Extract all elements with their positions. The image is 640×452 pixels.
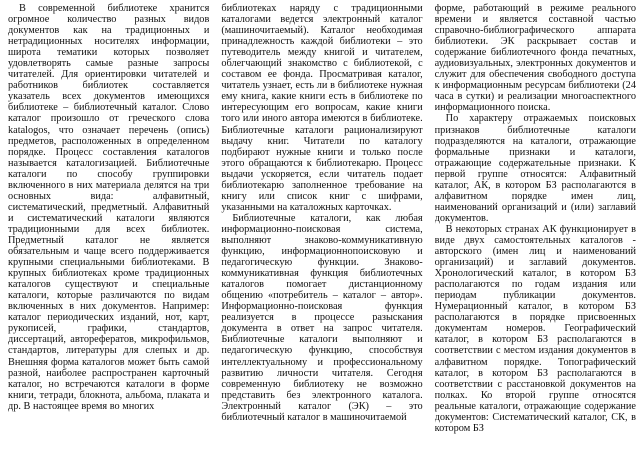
paragraph: Библиотечные каталоги, как любая информационно-поисковая система, выполняют знаково-коммуникативную функцию, информационнопоисковую и педагогическую функции. Знаково-коммуникативная функция библиотечных каталогов помогает дистанционному общению «потребитель – каталог – автор». Информационно-поисковая функция реализуется в процессе разыскания документа в ответ на запрос читателя. Библиотечные каталоги выполняют и педагогическую функцию, способствуя интеллектуальному и профессиональному развитию личности читателя. Сегодня современную библиотеку не возможно представить без электронного каталога. Электронный каталог (ЭК) – это библиотечный каталог в машиночитаемой [221, 212, 423, 423]
text-column-3 [435, 3, 636, 452]
paragraph: В некоторых странах АК функционирует в виде двух самостоятельных каталогов - авторского (имен лиц и наименований организаций) и заглавий документов. Хронологический каталог, в котором БЗ располагаются по годам издания или периодам публикации документов. Нумерационный каталог, в котором БЗ располагаются в порядке присвоенных документам номеров. Географический каталог, в котором БЗ располагаются в соответствии с местом издания документов в алфавитном порядке. Топографический каталог, в котором БЗ располагаются в соответствии с расстановкой документов на полках. Ко второй группе относятся реальные каталоги, отражающие содержание документов: Систематический каталог, СК, в котором БЗ [434, 223, 636, 434]
paragraph: В современной библиотеке хранится огромное количество разных видов документов как на традиционных и нетрадиционных носителях информации, широта тематики которых позволяет удовлетворять самые разные запросы читателей. Для ориентировки читателей и работников библиотек составляется указатель всех документов имеющихся библиотеке – библиотечный каталог. Слово каталог произошло от греческого слова katalogos, что означает перечень (опись) предметов, расположенных в определенном порядке. Процесс составления каталогов называется каталогизацией. Библиотечные каталоги по способу группировки включенного в них материала делятся на три основных вида: алфавитный, систематический, предметный. Алфавитный и систематический каталоги являются традиционными для всех библиотек. Предметный каталог не является обязательным и чаще всего поддерживается крупными специальными библиотеками. В крупных библиотеках кроме традиционных каталогов существуют и специальные каталоги, которые различаются по видам включенных в них документов. Например: каталог периодических изданий, нот, карт, рукописей, графики, стандартов, диссертаций, авторефератов, микрофильмов, стандартов, литературы для слепых и др. Внешняя форма каталогов может быть самой разной, наиболее распространен карточный каталог, но встречаются каталоги в форме книги, тетради, блокнота, альбома, плаката и др. В настоящее время во многих [8, 3, 210, 412]
text-column-1 [8, 3, 209, 452]
paragraph: По характеру отражаемых поисковых признаков библиотечные каталоги подразделяются на каталоги, отражающие формальные признаки и каталоги, отражающие содержательные признаки. К первой группе относятся: Алфавитный каталог, АК, в котором БЗ располагаются в алфавитном порядке имен лиц, наименований организаций и (или) заглавий документов. [434, 113, 636, 224]
text-column-2 [221, 3, 422, 452]
paragraph: форме, работающий в режиме реального времени и является составной частью справочно-библиографического аппарата библиотеки. ЭК раскрывает состав и содержание библиотечного фонда печатных, аудиовизуальных, электронных документов и служит для обеспечения свободного доступа к информационным ресурсам библиотеки (24 часа в сутки) и реализации многоаспектного информационного поиска. [434, 3, 636, 114]
paragraph: библиотеках наряду с традиционными каталогами ведется электронный каталог (машиночитаемый). Каталог необходимая принадлежность каждой библиотеки – это путеводитель между книгой и читателем, облегчающий знакомство с библиотекой, с составом ее фонда. Просматривая каталог, читатель узнает, есть ли в библиотеке нужная ему книга, какие книги есть в библиотеке по интересующим его вопросам, какие книги того или иного автора имеются в библиотеке. Библиотечные каталоги рационализируют выдачу книг. Читатели по каталогу подбирают нужные книги и только после этого обращаются к библиотекарю. Процесс выдачи ускоряется, если читатель подает библиотекарю заполненное требование на книгу или список книг с шифрами, указанными на каталожных карточках. [221, 3, 423, 213]
